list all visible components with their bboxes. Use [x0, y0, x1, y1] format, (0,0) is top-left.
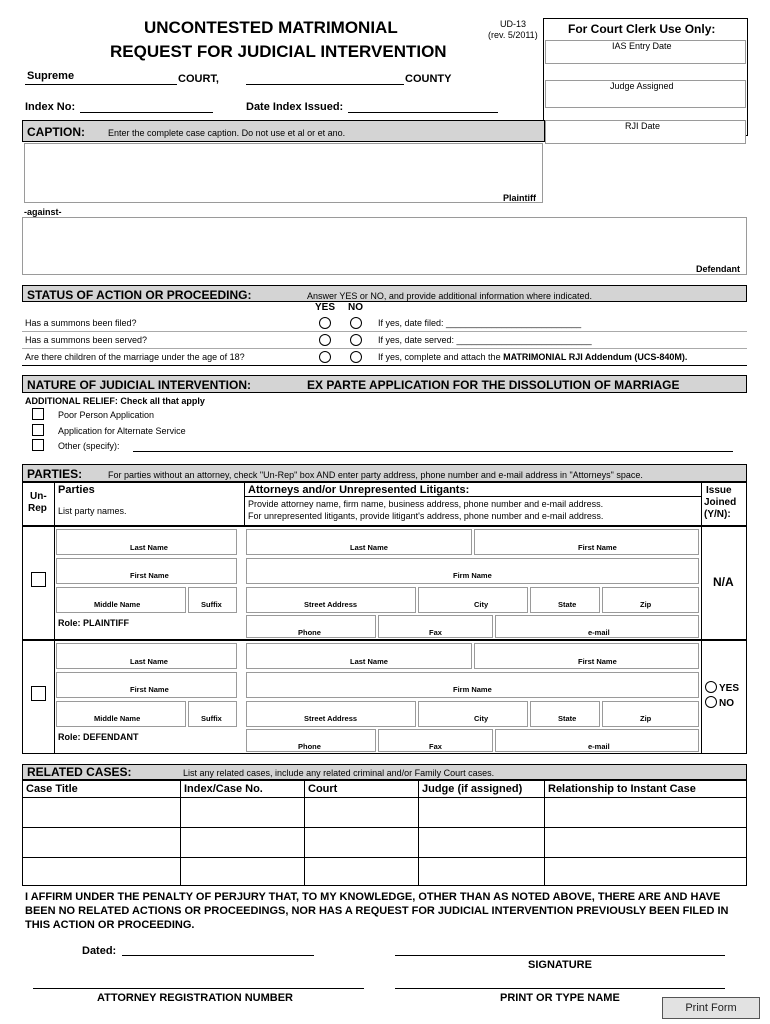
form-title-line1: UNCONTESTED MATRIMONIAL — [144, 18, 398, 37]
attorneys-column-header: Attorneys and/or Unrepresented Litigants: — [248, 484, 470, 496]
related-header-divider — [22, 797, 747, 798]
print-name-label: PRINT OR TYPE NAME — [500, 992, 620, 1004]
defendant-city-field[interactable] — [418, 701, 528, 727]
parties-instruction: For parties without an attorney, check "Un-Rep" box AND enter party address, phone number and e-mail address in "Attorneys" space. — [108, 470, 643, 480]
alternate-service-checkbox[interactable] — [32, 424, 44, 436]
summons-filed-no-radio[interactable] — [350, 317, 362, 329]
plaintiff-fax-label: Fax — [429, 628, 442, 637]
related-cases-table — [22, 780, 747, 886]
related-instruction: List any related cases, include any related criminal and/or Family Court cases. — [183, 768, 495, 778]
related-heading: RELATED CASES: — [27, 765, 132, 779]
plaintiff-city-field[interactable] — [418, 587, 528, 613]
related-row-divider-2 — [22, 857, 747, 858]
nature-heading: NATURE OF JUDICIAL INTERVENTION: — [27, 378, 252, 392]
poor-person-checkbox[interactable] — [32, 408, 44, 420]
additional-relief-label: ADDITIONAL RELIEF: Check all that apply — [25, 396, 205, 406]
plaintiff-city-label: City — [474, 600, 489, 609]
summons-served-yes-radio[interactable] — [319, 334, 331, 346]
defendant-suffix-label: Suffix — [201, 714, 222, 723]
related-col-case-title: Case Title — [26, 783, 78, 795]
defendant-issue-yes-radio[interactable] — [705, 681, 717, 693]
issue-joined-header-line2: Joined — [704, 497, 737, 508]
summons-served-question: Has a summons been served? — [25, 335, 148, 345]
attorneys-instruction-line1: Provide attorney name, firm name, business address, phone number and e-mail address. — [248, 499, 604, 509]
court-underline — [25, 84, 177, 85]
county-underline[interactable] — [246, 84, 404, 85]
plaintiff-suffix-label: Suffix — [201, 600, 222, 609]
children-yes-radio[interactable] — [319, 351, 331, 363]
affirmation-text: I AFFIRM UNDER THE PENALTY OF PERJURY THAT, TO MY KNOWLEDGE, OTHER THAN AS NOTED ABOVE, THERE ARE AND HAVE BEEN NO RELATED ACTIONS OR PROCEEDINGS, NOR HAS A REQUEST FOR JUDICIAL INTERVENTION PREVIOUSLY BEEN FILED IN THIS ACTION OR PROCEEDING. — [25, 891, 729, 931]
status-instruction: Answer YES or NO, and provide additional information where indicated. — [307, 291, 592, 301]
children-followup-prefix: If yes, complete and attach the — [378, 352, 504, 362]
date-index-issued-label: Date Index Issued: — [246, 101, 344, 113]
plaintiff-issue-joined-value: N/A — [713, 575, 734, 589]
summons-filed-question: Has a summons been filed? — [25, 318, 137, 328]
status-heading: STATUS OF ACTION OR PROCEEDING: — [27, 288, 252, 302]
other-specify-underline[interactable] — [133, 451, 733, 452]
dated-label: Dated: — [82, 945, 117, 957]
defendant-atty-last-name-label: Last Name — [350, 657, 388, 666]
parties-heading: PARTIES: — [27, 467, 83, 481]
alternate-service-label: Application for Alternate Service — [58, 426, 186, 436]
unrep-column-divider — [54, 482, 55, 526]
defendant-street-label: Street Address — [304, 714, 358, 723]
nature-value: EX PARTE APPLICATION FOR THE DISSOLUTION OF MARRIAGE — [307, 378, 680, 392]
defendant-unrep-checkbox[interactable] — [31, 686, 46, 701]
poor-person-label: Poor Person Application — [58, 410, 155, 420]
print-form-button[interactable]: Print Form — [662, 997, 760, 1019]
judge-assigned-label: Judge Assigned — [610, 81, 674, 91]
caption-heading: CAPTION: — [27, 125, 85, 139]
related-col-index-no: Index/Case No. — [184, 783, 263, 795]
children-followup — [378, 352, 687, 362]
other-relief-checkbox[interactable] — [32, 439, 44, 451]
defendant-last-name-label: Last Name — [130, 657, 168, 666]
dated-underline[interactable] — [122, 955, 314, 956]
defendant-issue-yes-label: YES — [719, 683, 740, 694]
plaintiff-unrep-checkbox[interactable] — [31, 572, 46, 587]
clerk-heading: For Court Clerk Use Only: — [568, 22, 716, 36]
defendant-state-label: State — [558, 714, 577, 723]
rji-date-label: RJI Date — [625, 121, 661, 131]
court-value[interactable]: Supreme — [27, 70, 75, 82]
defendant-zip-label: Zip — [640, 714, 652, 723]
issue-joined-header-line1: Issue — [706, 485, 732, 496]
plaintiff-middle-name-label: Middle Name — [94, 600, 141, 609]
signature-label: SIGNATURE — [528, 959, 592, 971]
related-row-divider-1 — [22, 827, 747, 828]
matrimonial-addendum-reference: MATRIMONIAL RJI Addendum (UCS-840M). — [503, 352, 688, 362]
index-no-underline[interactable] — [80, 112, 213, 113]
attorney-registration-label: ATTORNEY REGISTRATION NUMBER — [97, 992, 293, 1004]
county-label: COUNTY — [405, 73, 452, 85]
caption-instruction: Enter the complete case caption. Do not use et al or et ano. — [108, 128, 346, 138]
form-revision: (rev. 5/2011) — [488, 30, 538, 40]
attorneys-column-divider — [244, 482, 245, 526]
yes-column-label: YES — [315, 302, 336, 313]
related-col-court: Court — [308, 783, 338, 795]
children-question: Are there children of the marriage under the age of 18? — [25, 352, 245, 362]
plaintiff-phone-label: Phone — [298, 628, 321, 637]
defendant-first-name-label: First Name — [130, 685, 169, 694]
plaintiff-email-label: e-mail — [588, 628, 610, 637]
defendant-caption-field[interactable] — [22, 217, 747, 275]
plaintiff-zip-label: Zip — [640, 600, 652, 609]
print-name-line[interactable] — [395, 988, 725, 989]
related-col-divider-3 — [418, 780, 419, 886]
other-relief-label: Other (specify): — [58, 441, 120, 451]
ias-entry-date-label: IAS Entry Date — [612, 41, 672, 51]
summons-served-no-radio[interactable] — [350, 334, 362, 346]
defendant-phone-label: Phone — [298, 742, 321, 751]
parties-column-header: Parties — [58, 484, 95, 496]
related-col-divider-4 — [544, 780, 545, 886]
plaintiff-atty-last-name-label: Last Name — [350, 543, 388, 552]
date-index-issued-underline[interactable] — [348, 112, 498, 113]
attorney-registration-line[interactable] — [33, 988, 364, 989]
defendant-row-unrep-divider — [54, 640, 55, 754]
related-col-divider-2 — [304, 780, 305, 886]
plaintiff-row-issue-divider — [701, 526, 702, 640]
no-column-label: NO — [348, 302, 363, 313]
plaintiff-row-unrep-divider — [54, 526, 55, 640]
related-col-judge: Judge (if assigned) — [422, 783, 523, 795]
status-row-divider-2 — [22, 348, 747, 349]
defendant-issue-no-radio[interactable] — [705, 696, 717, 708]
defendant-firm-name-label: Firm Name — [453, 685, 492, 694]
court-label: COURT, — [178, 73, 219, 85]
summons-filed-yes-radio[interactable] — [319, 317, 331, 329]
plaintiff-atty-first-name-label: First Name — [578, 543, 617, 552]
issue-joined-header-line3: (Y/N): — [704, 509, 731, 520]
defendant-fax-label: Fax — [429, 742, 442, 751]
against-label: -against- — [24, 207, 62, 217]
form-code: UD-13 — [500, 19, 527, 29]
defendant-role: Role: DEFENDANT — [58, 732, 139, 742]
plaintiff-first-name-label: First Name — [130, 571, 169, 580]
defendant-caption-label: Defendant — [696, 264, 741, 274]
plaintiff-last-name-label: Last Name — [130, 543, 168, 552]
status-row-divider-1 — [22, 331, 747, 332]
plaintiff-firm-name-label: Firm Name — [453, 571, 492, 580]
defendant-city-label: City — [474, 714, 489, 723]
related-col-relationship: Relationship to Instant Case — [548, 783, 696, 795]
plaintiff-role: Role: PLAINTIFF — [58, 618, 129, 628]
plaintiff-caption-label: Plaintiff — [503, 193, 536, 203]
plaintiff-state-label: State — [558, 600, 577, 609]
defendant-issue-no-label: NO — [719, 698, 734, 709]
status-section-bottom — [22, 365, 747, 366]
children-no-radio[interactable] — [350, 351, 362, 363]
unrep-header-line2: Rep — [28, 503, 47, 514]
index-no-label: Index No: — [25, 101, 76, 113]
summons-served-followup: If yes, date served: ___________________________ — [378, 335, 592, 345]
issue-column-divider — [701, 482, 702, 526]
plaintiff-caption-field[interactable] — [24, 143, 543, 203]
defendant-row-issue-divider — [701, 640, 702, 754]
summons-filed-followup: If yes, date filed: ___________________________ — [378, 318, 582, 328]
attorneys-instruction-line2: For unrepresented litigants, provide litigant's address, phone number and e-mail address. — [248, 511, 604, 521]
plaintiff-street-label: Street Address — [304, 600, 358, 609]
defendant-middle-name-label: Middle Name — [94, 714, 141, 723]
list-party-names-label: List party names. — [58, 506, 127, 516]
related-col-divider-1 — [180, 780, 181, 886]
form-title-line2: REQUEST FOR JUDICIAL INTERVENTION — [110, 42, 447, 61]
defendant-email-label: e-mail — [588, 742, 610, 751]
attorneys-header-divider — [244, 496, 701, 497]
defendant-atty-first-name-label: First Name — [578, 657, 617, 666]
unrep-header-line1: Un- — [30, 491, 47, 502]
signature-line[interactable] — [395, 955, 725, 956]
